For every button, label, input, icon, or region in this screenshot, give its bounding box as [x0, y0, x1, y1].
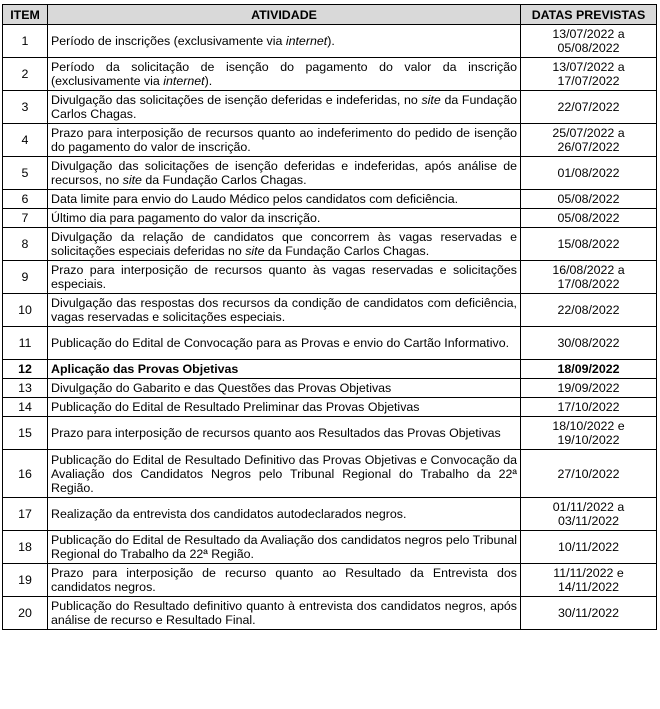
item-cell: 3 — [3, 91, 48, 124]
date-cell: 01/08/2022 — [521, 157, 657, 190]
table-row — [3, 398, 657, 417]
date-cell: 11/11/2022 e 14/11/2022 — [521, 564, 657, 597]
table-row — [3, 228, 657, 261]
item-cell: 19 — [3, 564, 48, 597]
table-row — [3, 360, 657, 379]
table-row — [3, 190, 657, 209]
activity-cell: Prazo para interposição de recursos quanto às vagas reservadas e solicitações especiais. — [48, 261, 521, 294]
item-cell: 2 — [3, 58, 48, 91]
date-cell: 19/09/2022 — [521, 379, 657, 398]
table-row — [3, 564, 657, 597]
item-cell: 12 — [3, 360, 48, 379]
date-cell: 10/11/2022 — [521, 531, 657, 564]
table-row — [3, 91, 657, 124]
activity-cell: Divulgação do Gabarito e das Questões das Provas Objetivas — [48, 379, 521, 398]
item-cell: 17 — [3, 498, 48, 531]
date-cell: 15/08/2022 — [521, 228, 657, 261]
date-cell: 05/08/2022 — [521, 190, 657, 209]
item-cell: 20 — [3, 597, 48, 630]
table-row — [3, 417, 657, 450]
activity-cell: Prazo para interposição de recurso quanto ao Resultado da Entrevista dos candidatos negros. — [48, 564, 521, 597]
item-cell: 10 — [3, 294, 48, 327]
activity-cell: Data limite para envio do Laudo Médico pelos candidatos com deficiência. — [48, 190, 521, 209]
schedule-table — [2, 4, 657, 630]
activity-cell: Divulgação da relação de candidatos que concorrem às vagas reservadas e solicitações especiais deferidas no site da Fundação Carlos Chagas. — [48, 228, 521, 261]
activity-cell: Prazo para interposição de recursos quanto aos Resultados das Provas Objetivas — [48, 417, 521, 450]
date-cell: 16/08/2022 a 17/08/2022 — [521, 261, 657, 294]
table-row — [3, 157, 657, 190]
activity-cell: Último dia para pagamento do valor da inscrição. — [48, 209, 521, 228]
item-cell: 1 — [3, 25, 48, 58]
header-activity: ATIVIDADE — [48, 5, 521, 25]
table-row — [3, 379, 657, 398]
table-row — [3, 261, 657, 294]
table-row — [3, 450, 657, 498]
header-item: ITEM — [3, 5, 48, 25]
date-cell: 25/07/2022 a 26/07/2022 — [521, 124, 657, 157]
item-cell: 11 — [3, 327, 48, 360]
item-cell: 14 — [3, 398, 48, 417]
table-row — [3, 58, 657, 91]
date-cell: 22/07/2022 — [521, 91, 657, 124]
date-cell: 05/08/2022 — [521, 209, 657, 228]
table-row — [3, 327, 657, 360]
activity-cell: Período da solicitação de isenção do pagamento do valor da inscrição (exclusivamente via internet). — [48, 58, 521, 91]
activity-cell: Publicação do Edital de Resultado da Avaliação dos candidatos negros pelo Tribunal Regional do Trabalho da 22ª Região. — [48, 531, 521, 564]
item-cell: 18 — [3, 531, 48, 564]
table-row — [3, 25, 657, 58]
item-cell: 8 — [3, 228, 48, 261]
table-row — [3, 597, 657, 630]
date-cell: 13/07/2022 a 05/08/2022 — [521, 25, 657, 58]
item-cell: 4 — [3, 124, 48, 157]
item-cell: 15 — [3, 417, 48, 450]
table-row — [3, 498, 657, 531]
item-cell: 16 — [3, 450, 48, 498]
date-cell: 30/08/2022 — [521, 327, 657, 360]
activity-cell: Publicação do Edital de Resultado Definitivo das Provas Objetivas e Convocação da Avaliação dos Candidatos Negros pelo Tribunal Regional do Trabalho da 22ª Região. — [48, 450, 521, 498]
activity-cell: Realização da entrevista dos candidatos autodeclarados negros. — [48, 498, 521, 531]
date-cell: 18/10/2022 e 19/10/2022 — [521, 417, 657, 450]
item-cell: 6 — [3, 190, 48, 209]
activity-cell: Período de inscrições (exclusivamente via internet). — [48, 25, 521, 58]
header-dates: DATAS PREVISTAS — [521, 5, 657, 25]
date-cell: 22/08/2022 — [521, 294, 657, 327]
activity-cell: Publicação do Edital de Resultado Preliminar das Provas Objetivas — [48, 398, 521, 417]
date-cell: 30/11/2022 — [521, 597, 657, 630]
date-cell: 13/07/2022 a 17/07/2022 — [521, 58, 657, 91]
activity-cell: Publicação do Edital de Convocação para as Provas e envio do Cartão Informativo. — [48, 327, 521, 360]
table-row — [3, 124, 657, 157]
item-cell: 5 — [3, 157, 48, 190]
activity-cell: Divulgação das solicitações de isenção deferidas e indeferidas, no site da Fundação Carlos Chagas. — [48, 91, 521, 124]
item-cell: 9 — [3, 261, 48, 294]
activity-cell: Divulgação das respostas dos recursos da condição de candidatos com deficiência, vagas reservadas e solicitações especiais. — [48, 294, 521, 327]
date-cell: 01/11/2022 a 03/11/2022 — [521, 498, 657, 531]
activity-cell: Prazo para interposição de recursos quanto ao indeferimento do pedido de isenção do pagamento do valor de inscrição. — [48, 124, 521, 157]
activity-cell: Divulgação das solicitações de isenção deferidas e indeferidas, após análise de recursos, no site da Fundação Carlos Chagas. — [48, 157, 521, 190]
header-row — [3, 5, 657, 25]
item-cell: 13 — [3, 379, 48, 398]
activity-cell: Publicação do Resultado definitivo quanto à entrevista dos candidatos negros, após análise de recurso e Resultado Final. — [48, 597, 521, 630]
table-row — [3, 209, 657, 228]
date-cell: 17/10/2022 — [521, 398, 657, 417]
activity-cell: Aplicação das Provas Objetivas — [48, 360, 521, 379]
table-row — [3, 294, 657, 327]
date-cell: 18/09/2022 — [521, 360, 657, 379]
date-cell: 27/10/2022 — [521, 450, 657, 498]
item-cell: 7 — [3, 209, 48, 228]
table-row — [3, 531, 657, 564]
